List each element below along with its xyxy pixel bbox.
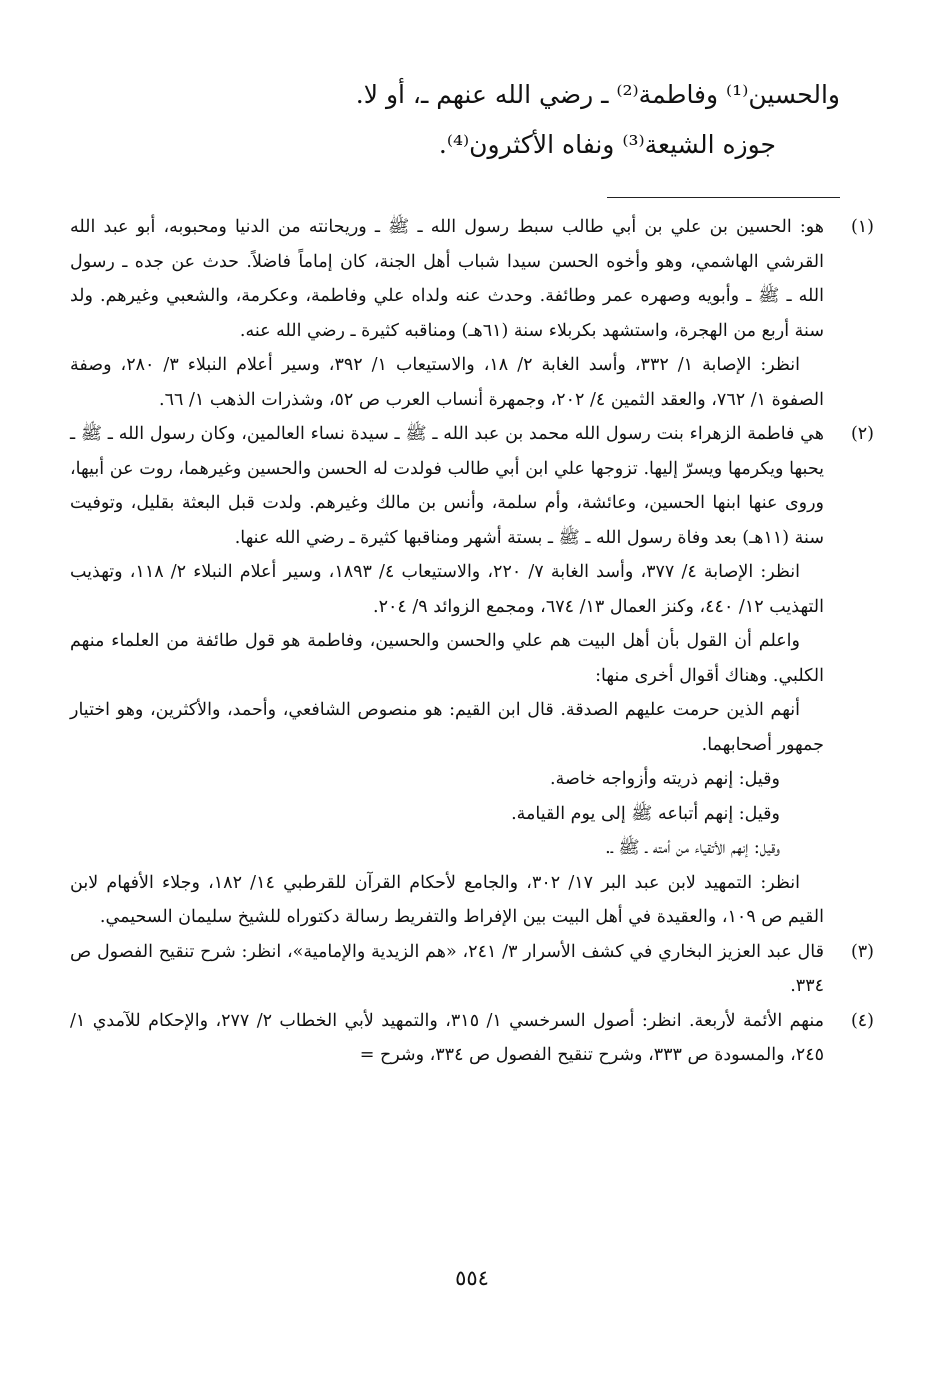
footnotes-section	[70, 210, 874, 1073]
footnote-body	[70, 417, 824, 935]
footnote-body	[70, 935, 824, 1004]
footnote-paragraph: انظر: الإصابة ٤/ ٣٧٧، وأسد الغابة ٧/ ٢٢٠، والاستيعاب ٤/ ١٨٩٣، وسير أعلام النبلاء ٢/ ١١٨، وتهذيب التهذيب ١٢/ ٤٤٠، وكنز العمال ١٣/ ٦٧٤، ومجمع الزوائد ٩/ ٢٠٤.	[70, 562, 824, 617]
footnote-paragraph: واعلم أن القول بأن أهل البيت هم علي والحسن والحسين، وفاطمة هو قول طائفة من العلماء منهم الكلبي. وهناك أقوال أخرى منها:	[70, 631, 824, 686]
footnote-paragraph: انظر: التمهيد لابن عبد البر ١٧/ ٣٠٢، والجامع لأحكام القرآن للقرطبي ١٤/ ١٨٢، وجلاء الأفهام لابن القيم ص ١٠٩، والعقيدة في أهل البيت بين الإفراط والتفريط رسالة دكتوراه للشيخ سليمان السحيمي.	[70, 872, 824, 927]
footnote-2	[70, 417, 874, 935]
footnote-body	[70, 210, 824, 417]
footnote-paragraph: انظر: الإصابة ١/ ٣٣٢، وأسد الغابة ٢/ ١٨، والاستيعاب ١/ ٣٩٢، وسير أعلام النبلاء ٣/ ٢٨٠، وصفة الصفوة ١/ ٧٦٢، والعقد الثمين ٤/ ٢٠٢، وجمهرة أنساب العرب ص ٥٢، وشذرات الذهب ١/ ٦٦.	[70, 355, 824, 410]
footnote-number: (٣)	[850, 941, 874, 962]
main-text-line-1: والحسين⁽¹⁾ وفاطمة⁽²⁾ ـ رضي الله عنهم ـ، أو لا.	[355, 80, 840, 109]
footnote-paragraph: أنهم الذين حرمت عليهم الصدقة. قال ابن القيم: هو منصوص الشافعي، وأحمد، والأكثرين، وهو اختيار جمهور أصحابهما.	[70, 700, 824, 755]
footnote-paragraph: هي فاطمة الزهراء بنت رسول الله محمد بن عبد الله ـ ﷺ ـ سيدة نساء العالمين، وكان رسول الله ـ ﷺ ـ يحبها ويكرمها ويسرّ إليها. تزوجها علي ابن أبي طالب فولدت له الحسن والحسين وغيرهما، روت عن أبيها، وروى عنها ابنها الحسين، وعائشة، وأم سلمة، وأنس بن مالك وغيرهم. ولدت قبل البعثة بقليل، وتوفيت سنة (١١هـ) بعد وفاة رسول الله ـ ﷺ ـ بستة أشهر ومناقبها كثيرة ـ رضي الله عنها.	[70, 424, 824, 548]
footnote-paragraph: وقيل: إنهم الأتقياء من أمته ـ ﷺ ـ.	[605, 838, 780, 858]
footnote-number: (٤)	[850, 1010, 874, 1031]
footnote-3	[70, 935, 874, 1004]
footnote-body	[70, 1004, 824, 1073]
footnote-paragraph: قال عبد العزيز البخاري في كشف الأسرار ٣/ ٢٤١، «هم الزيدية والإمامية»، انظر: شرح تنقيح الفصول ص ٣٣٤.	[70, 941, 824, 996]
footnote-1	[70, 210, 874, 417]
footnote-number: (١)	[850, 217, 874, 237]
main-text-line-2: جوزه الشيعة⁽³⁾ ونفاه الأكثرون⁽⁴⁾.	[438, 130, 776, 159]
footnote-paragraph: هو: الحسين بن علي بن أبي طالب سبط رسول الله ـ ﷺ ـ وريحانته من الدنيا ومحبوبه، أبو عبد الله القرشي الهاشمي، وهو وأخوه الحسن سيدا شباب أهل الجنة، كان إماماً فاضلاً. حدث عن جده ـ رسول الله ـ ﷺ ـ وأبويه وصهره عمر وطائفة. وحدث عنه ولداه علي وفاطمة، وعكرمة، والشعبي وغيرهم. ولد سنة أربع من الهجرة، واستشهد بكربلاء سنة (٦١هـ) ومناقبه كثيرة ـ رضي الله عنه.	[70, 217, 824, 341]
footnote-4	[70, 1004, 874, 1073]
footnote-number: (٢)	[850, 424, 874, 444]
main-text	[104, 70, 840, 170]
footnote-paragraph: منهم الأئمة لأربعة. انظر: أصول السرخسي ١/ ٣١٥، والتمهيد لأبي الخطاب ٢/ ٢٧٧، والإحكام للآمدي ١/ ٢٤٥، والمسودة ص ٣٣٣، وشرح تنقيح الفصول ص ٣٣٤، وشرح =	[70, 1010, 824, 1065]
footnote-paragraph: وقيل: إنهم أتباعه ﷺ إلى يوم القيامة.	[511, 803, 780, 824]
footnote-paragraph: وقيل: إنهم ذريته وأزواجه خاصة.	[550, 769, 780, 789]
page-number: ٥٥٤	[455, 1266, 489, 1290]
footnote-separator	[607, 197, 840, 198]
